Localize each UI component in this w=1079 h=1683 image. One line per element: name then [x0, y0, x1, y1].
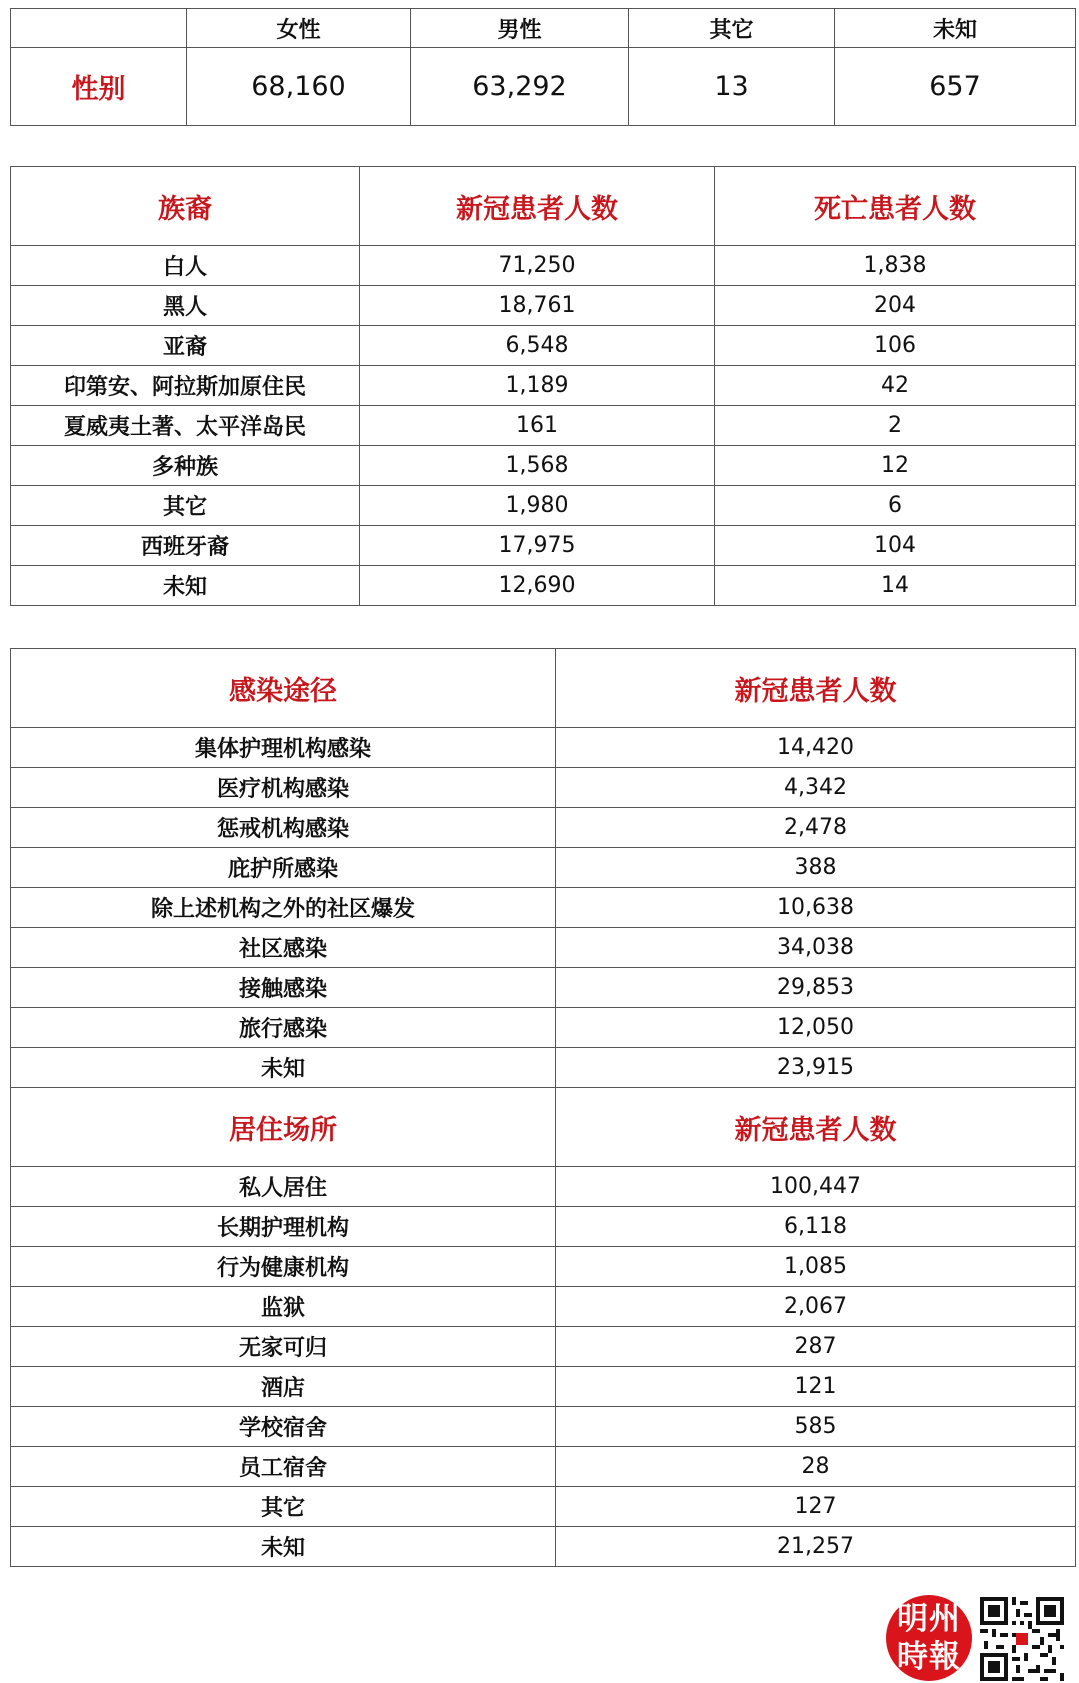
table-row	[11, 566, 1076, 606]
row-cases: 6,548	[360, 326, 715, 366]
row-label: 除上述机构之外的社区爆发	[11, 888, 556, 928]
gender-header-male: 男性	[411, 9, 629, 48]
route-residence-table	[10, 648, 1076, 1567]
row-label: 长期护理机构	[11, 1207, 556, 1247]
table-row	[11, 446, 1076, 486]
row-cases: 1,980	[360, 486, 715, 526]
row-label: 私人居住	[11, 1167, 556, 1207]
table-row	[11, 406, 1076, 446]
row-label: 白人	[11, 246, 360, 286]
ethnicity-table	[10, 166, 1076, 606]
row-deaths: 6	[715, 486, 1076, 526]
row-label: 接触感染	[11, 968, 556, 1008]
route-header-row	[11, 649, 1076, 728]
table-row	[11, 366, 1076, 406]
row-label: 亚裔	[11, 326, 360, 366]
row-cases: 6,118	[556, 1207, 1076, 1247]
gender-corner-cell	[11, 9, 187, 48]
row-cases: 161	[360, 406, 715, 446]
row-label: 未知	[11, 1527, 556, 1567]
row-label: 学校宿舍	[11, 1407, 556, 1447]
row-cases: 34,038	[556, 928, 1076, 968]
row-cases: 18,761	[360, 286, 715, 326]
gender-value-unknown: 657	[835, 48, 1076, 126]
row-cases: 121	[556, 1367, 1076, 1407]
table-row	[11, 1287, 1076, 1327]
row-cases: 23,915	[556, 1048, 1076, 1088]
row-deaths: 104	[715, 526, 1076, 566]
gender-table	[10, 8, 1076, 126]
row-cases: 585	[556, 1407, 1076, 1447]
row-label: 多种族	[11, 446, 360, 486]
table-row	[11, 768, 1076, 808]
row-label: 医疗机构感染	[11, 768, 556, 808]
row-deaths: 14	[715, 566, 1076, 606]
newspaper-logo	[886, 1595, 972, 1681]
row-deaths: 204	[715, 286, 1076, 326]
row-label: 其它	[11, 1487, 556, 1527]
row-label: 社区感染	[11, 928, 556, 968]
residence-header-row	[11, 1088, 1076, 1167]
row-cases: 17,975	[360, 526, 715, 566]
row-label: 夏威夷土著、太平洋岛民	[11, 406, 360, 446]
logo-line-2: 時報	[897, 1639, 961, 1675]
gender-header-unknown: 未知	[835, 9, 1076, 48]
row-cases: 12,050	[556, 1008, 1076, 1048]
table-row	[11, 246, 1076, 286]
ethnicity-header-cases: 新冠患者人数	[360, 167, 715, 246]
gender-header-other: 其它	[629, 9, 835, 48]
table-row	[11, 1527, 1076, 1567]
table-row	[11, 1247, 1076, 1287]
row-deaths: 12	[715, 446, 1076, 486]
table-row	[11, 1487, 1076, 1527]
row-cases: 127	[556, 1487, 1076, 1527]
row-label: 惩戒机构感染	[11, 808, 556, 848]
row-cases: 12,690	[360, 566, 715, 606]
row-cases: 71,250	[360, 246, 715, 286]
ethnicity-header-row	[11, 167, 1076, 246]
row-label: 集体护理机构感染	[11, 728, 556, 768]
row-cases: 1,568	[360, 446, 715, 486]
row-cases: 1,085	[556, 1247, 1076, 1287]
gender-header-female: 女性	[187, 9, 411, 48]
row-label: 酒店	[11, 1367, 556, 1407]
residence-header-cases: 新冠患者人数	[556, 1088, 1076, 1167]
gender-value-other: 13	[629, 48, 835, 126]
table-row	[11, 1447, 1076, 1487]
row-label: 监狱	[11, 1287, 556, 1327]
table-row	[11, 1008, 1076, 1048]
table-row	[11, 1048, 1076, 1088]
row-deaths: 1,838	[715, 246, 1076, 286]
gender-value-female: 68,160	[187, 48, 411, 126]
row-label: 印第安、阿拉斯加原住民	[11, 366, 360, 406]
table-row	[11, 888, 1076, 928]
row-label: 其它	[11, 486, 360, 526]
table-row	[11, 848, 1076, 888]
row-cases: 10,638	[556, 888, 1076, 928]
row-cases: 28	[556, 1447, 1076, 1487]
gender-row-label: 性别	[11, 48, 187, 126]
table-row	[11, 286, 1076, 326]
row-label: 行为健康机构	[11, 1247, 556, 1287]
row-deaths: 2	[715, 406, 1076, 446]
qr-code-icon	[980, 1597, 1064, 1681]
table-row	[11, 928, 1076, 968]
gender-header-row	[11, 9, 1076, 48]
row-cases: 21,257	[556, 1527, 1076, 1567]
residence-header-label: 居住场所	[11, 1088, 556, 1167]
gender-value-row	[11, 48, 1076, 126]
route-header-label: 感染途径	[11, 649, 556, 728]
table-row	[11, 526, 1076, 566]
row-label: 旅行感染	[11, 1008, 556, 1048]
row-cases: 287	[556, 1327, 1076, 1367]
table-row	[11, 1327, 1076, 1367]
table-row	[11, 1367, 1076, 1407]
row-cases: 1,189	[360, 366, 715, 406]
logo-line-1: 明州	[897, 1601, 961, 1637]
table-row	[11, 1167, 1076, 1207]
row-label: 未知	[11, 566, 360, 606]
table-row	[11, 968, 1076, 1008]
row-cases: 2,067	[556, 1287, 1076, 1327]
table-row	[11, 728, 1076, 768]
row-cases: 4,342	[556, 768, 1076, 808]
row-cases: 388	[556, 848, 1076, 888]
row-label: 员工宿舍	[11, 1447, 556, 1487]
row-label: 未知	[11, 1048, 556, 1088]
ethnicity-header-deaths: 死亡患者人数	[715, 167, 1076, 246]
row-cases: 2,478	[556, 808, 1076, 848]
row-label: 黑人	[11, 286, 360, 326]
table-row	[11, 1407, 1076, 1447]
row-deaths: 106	[715, 326, 1076, 366]
row-cases: 14,420	[556, 728, 1076, 768]
row-cases: 100,447	[556, 1167, 1076, 1207]
ethnicity-header-label: 族裔	[11, 167, 360, 246]
row-deaths: 42	[715, 366, 1076, 406]
row-label: 庇护所感染	[11, 848, 556, 888]
row-cases: 29,853	[556, 968, 1076, 1008]
table-row	[11, 486, 1076, 526]
table-row	[11, 326, 1076, 366]
row-label: 西班牙裔	[11, 526, 360, 566]
route-header-cases: 新冠患者人数	[556, 649, 1076, 728]
row-label: 无家可归	[11, 1327, 556, 1367]
table-row	[11, 1207, 1076, 1247]
gender-value-male: 63,292	[411, 48, 629, 126]
table-row	[11, 808, 1076, 848]
